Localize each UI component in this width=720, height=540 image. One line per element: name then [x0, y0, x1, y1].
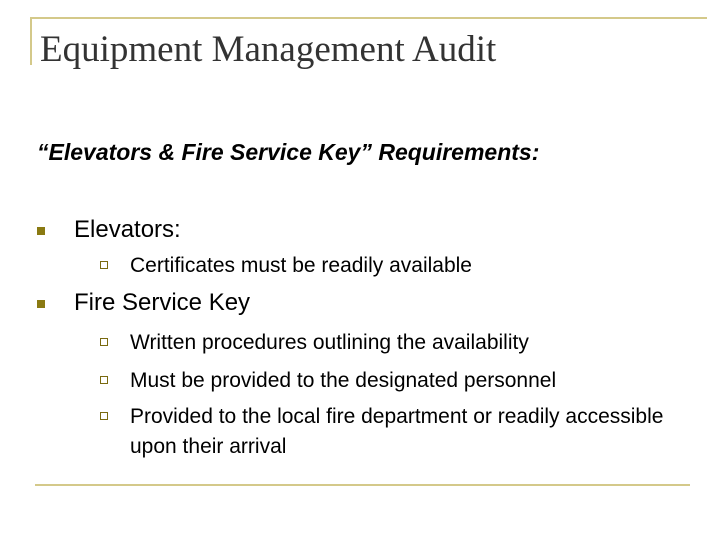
- bottom-rule: [35, 484, 690, 486]
- bullet-label: Elevators:: [74, 216, 181, 243]
- filled-square-bullet-icon: [37, 227, 45, 235]
- filled-square-bullet-icon: [37, 300, 45, 308]
- hollow-square-bullet-icon: [100, 261, 108, 269]
- bullet-label: Fire Service Key: [74, 289, 251, 316]
- subbullet-text: Certificates must be readily available: [130, 254, 472, 277]
- subbullet-text: Provided to the local fire department or readily accessible upon their arrival: [130, 405, 664, 458]
- hollow-square-bullet-icon: [100, 376, 108, 384]
- subbullet-text: Written procedures outlining the availability: [130, 331, 529, 354]
- slide-title: Equipment Management Audit: [40, 29, 497, 70]
- slide-subtitle: “Elevators & Fire Service Key” Requirements:: [37, 139, 540, 165]
- hollow-square-bullet-icon: [100, 338, 108, 346]
- top-rule-vertical: [30, 17, 32, 65]
- top-rule-horizontal: [30, 17, 707, 19]
- hollow-square-bullet-icon: [100, 412, 108, 420]
- subbullet-text: Must be provided to the designated personnel: [130, 369, 557, 392]
